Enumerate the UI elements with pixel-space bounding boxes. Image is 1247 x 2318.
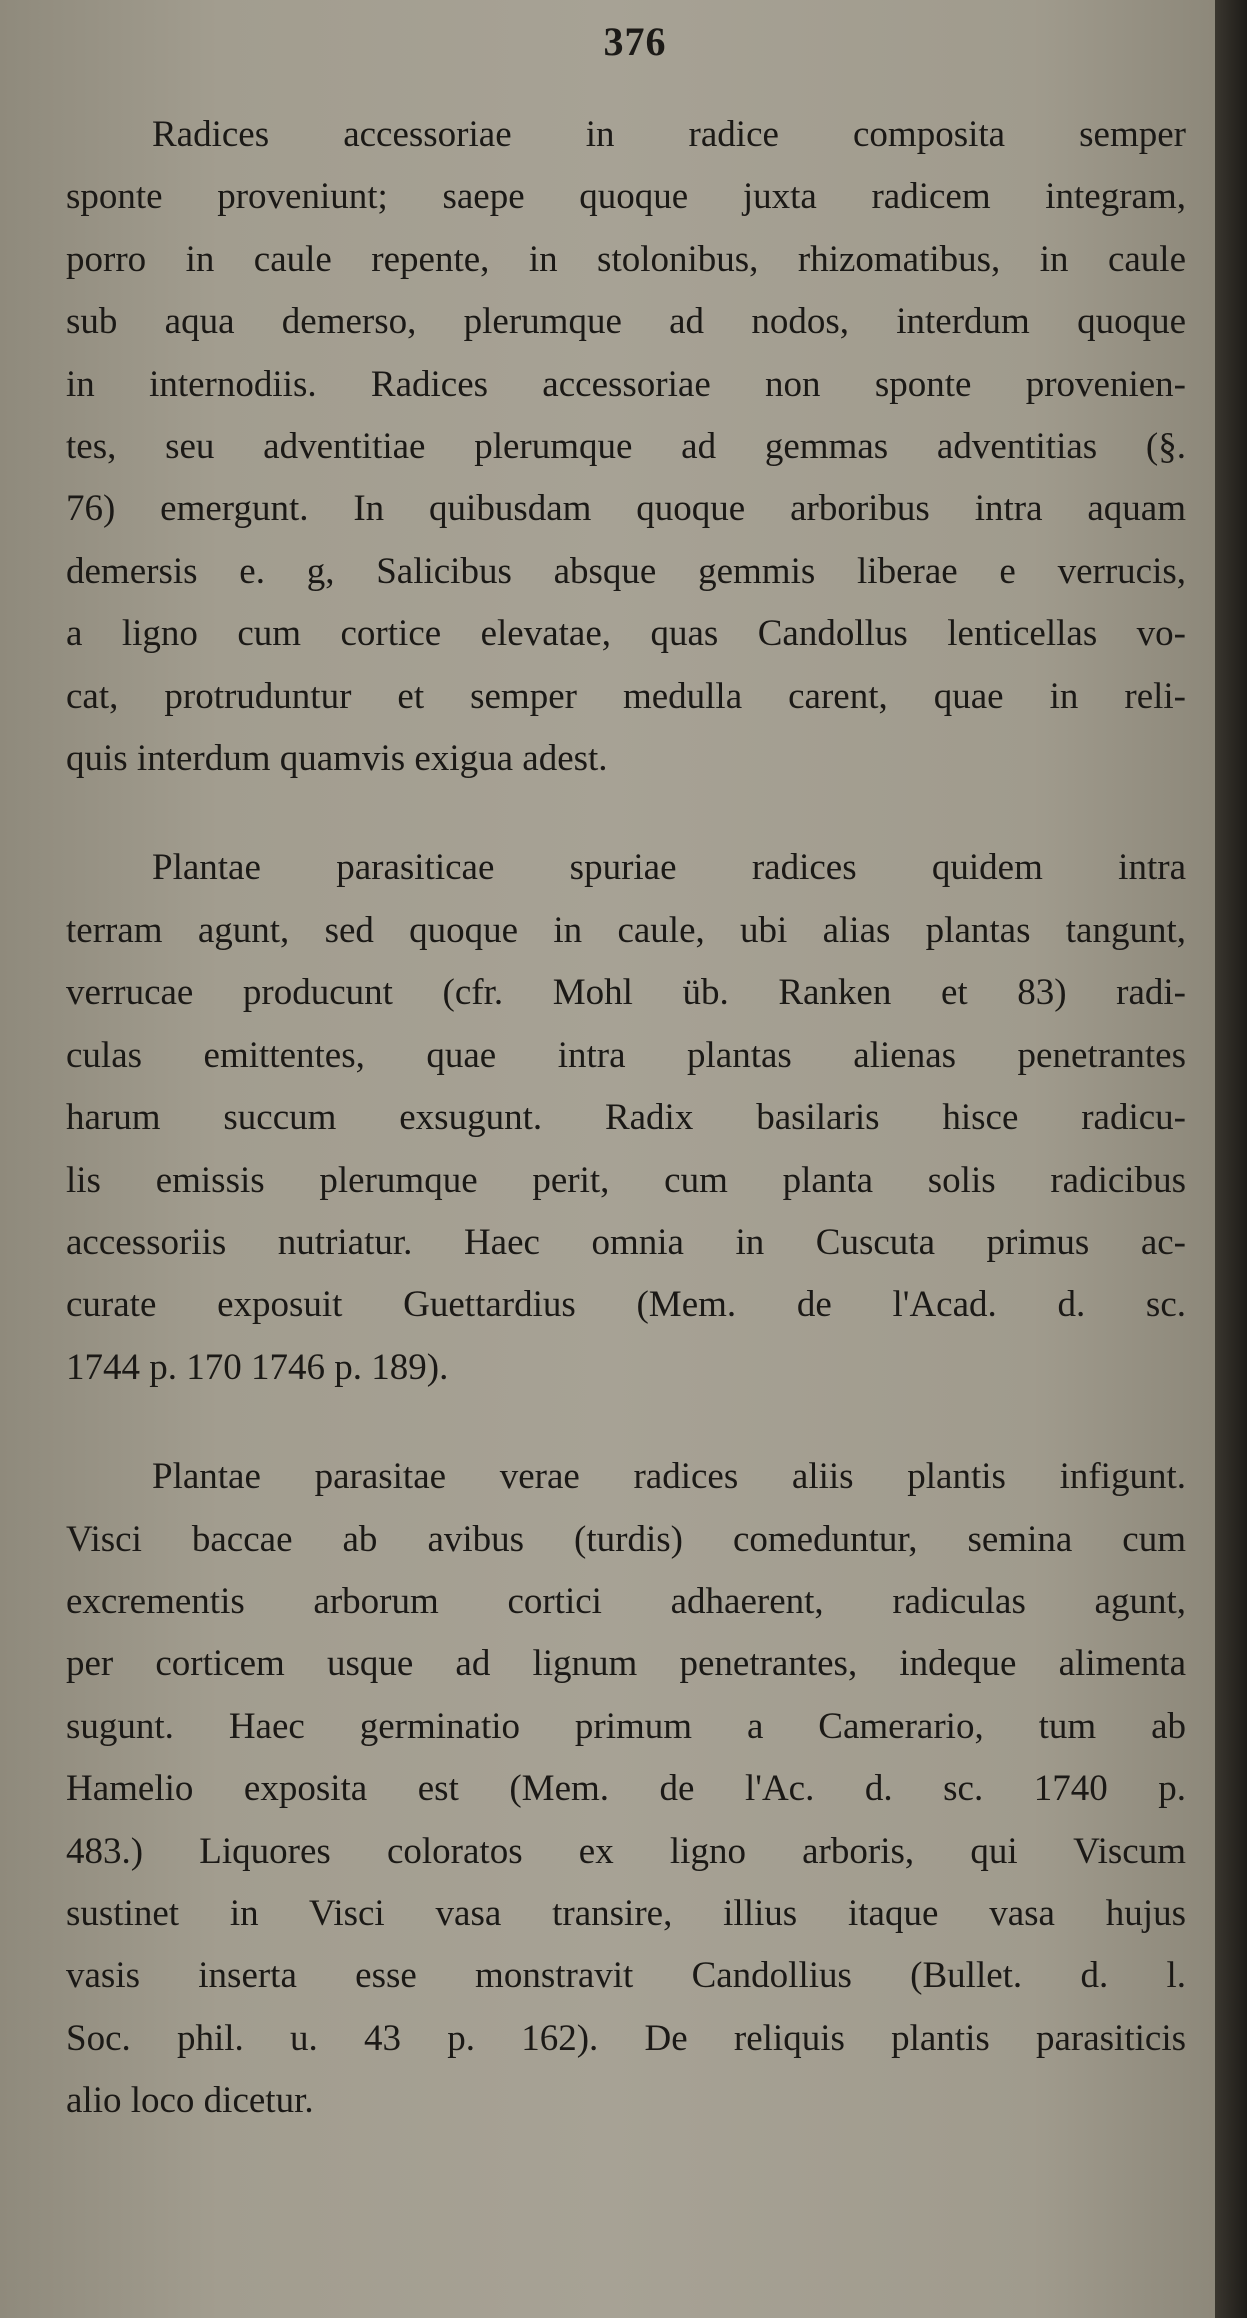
- text-line: accessoriis nutriatur. Haec omnia in Cuscuta primus ac-: [66, 1221, 1186, 1263]
- text-line: lis emissis plerumque perit, cum planta solis radicibus: [66, 1159, 1186, 1201]
- text-line: verrucae producunt (cfr. Mohl üb. Ranken et 83) radi-: [66, 972, 1186, 1014]
- book-page-edge: [1215, 0, 1247, 2318]
- text-line: Visci baccae ab avibus (turdis) comeduntur, semina cum: [66, 1518, 1186, 1560]
- text-line: 76) emergunt. In quibusdam quoque arboribus intra aquam: [66, 488, 1186, 530]
- text-line: a ligno cum cortice elevatae, quas Candollus lenticellas vo-: [66, 613, 1186, 655]
- text-line: terram agunt, sed quoque in caule, ubi alias plantas tangunt,: [66, 909, 1186, 951]
- text-line: sub aqua demerso, plerumque ad nodos, interdum quoque: [66, 301, 1186, 343]
- text-line: excrementis arborum cortici adhaerent, radiculas agunt,: [66, 1580, 1186, 1622]
- text-line: demersis e. g, Salicibus absque gemmis liberae e verrucis,: [66, 550, 1186, 592]
- text-line: Plantae parasiticae spuriae radices quidem intra: [152, 847, 1186, 889]
- text-line: Soc. phil. u. 43 p. 162). De reliquis plantis parasiticis: [66, 2017, 1186, 2059]
- text-line: vasis inserta esse monstravit Candollius (Bullet. d. l.: [66, 1955, 1186, 1997]
- text-line: sustinet in Visci vasa transire, illius itaque vasa hujus: [66, 1892, 1186, 1934]
- text-line: culas emittentes, quae intra plantas alienas penetrantes: [66, 1034, 1186, 1076]
- text-line: 483.) Liquores coloratos ex ligno arboris, qui Viscum: [66, 1830, 1186, 1872]
- paragraph-plantae-parasiticae-spuriae: [66, 837, 1186, 1399]
- paragraph-radices-accessoriae: [66, 104, 1186, 790]
- text-line: quis interdum quamvis exigua adest.: [66, 738, 608, 780]
- text-line: sponte proveniunt; saepe quoque juxta radicem integram,: [66, 176, 1186, 218]
- paragraph-plantae-parasitae-verae: [66, 1446, 1186, 2132]
- text-line: Plantae parasitae verae radices aliis plantis infigunt.: [152, 1456, 1186, 1498]
- page-number: 376: [603, 19, 667, 64]
- text-line: curate exposuit Guettardius (Mem. de l'Acad. d. sc.: [66, 1284, 1186, 1326]
- text-line: sugunt. Haec germinatio primum a Camerario, tum ab: [66, 1705, 1186, 1747]
- text-line: cat, protruduntur et semper medulla carent, quae in reli-: [66, 675, 1186, 717]
- body-text: [66, 104, 1186, 2180]
- text-line: Radices accessoriae in radice composita semper: [152, 114, 1186, 155]
- text-line: harum succum exsugunt. Radix basilaris hisce radicu-: [66, 1097, 1186, 1139]
- text-line: alio loco dicetur.: [66, 2080, 314, 2122]
- text-line: in internodiis. Radices accessoriae non sponte provenien-: [66, 363, 1186, 405]
- text-line: tes, seu adventitiae plerumque ad gemmas adventitias (§.: [66, 426, 1186, 468]
- text-line: 1744 p. 170 1746 p. 189).: [66, 1346, 449, 1388]
- text-line: porro in caule repente, in stolonibus, rhizomatibus, in caule: [66, 238, 1186, 280]
- text-line: per corticem usque ad lignum penetrantes, indeque alimenta: [66, 1643, 1186, 1685]
- text-line: Hamelio exposita est (Mem. de l'Ac. d. sc. 1740 p.: [66, 1768, 1186, 1810]
